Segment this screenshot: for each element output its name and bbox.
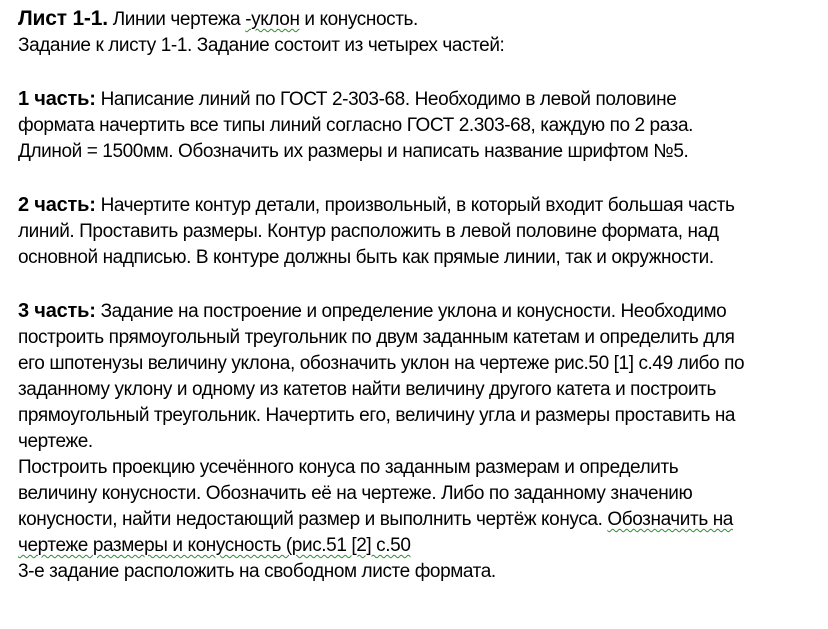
sheet-title-line — [18, 6, 818, 33]
part3-line-3: его шпотенузы величину уклона, обозначить уклон на чертеже рис.50 [1] с.49 либо по — [18, 353, 745, 374]
sheet-title-text-end: и конусность. — [299, 9, 418, 30]
part3-line-10 — [18, 533, 818, 559]
document-body — [18, 6, 818, 585]
sheet-title-flagged-word: -уклон — [245, 9, 300, 30]
part1-line-2: формата начертить все типы линий согласно ГОСТ 2.303-68, каждую по 2 раза. — [18, 115, 694, 136]
part1-line-1 — [18, 86, 818, 113]
part3-last-line: 3-е задание расположить на свободном листе формата. — [18, 561, 496, 582]
part2-text-1: Начертите контур детали, произвольный, в который входит большая часть — [95, 195, 735, 216]
part2-heading: 2 часть: — [18, 194, 96, 216]
part3-text-1: Задание на построение и определение уклона и конусности. Необходимо — [95, 301, 727, 322]
part3-line-8: величину конусности. Обозначить её на чертеже. Либо по заданному значению — [18, 483, 693, 504]
part3-line-4: заданному уклону и одному из катетов найти величину другого катета и построить — [18, 379, 716, 400]
part3-underlined-tail: Обозначить на — [607, 509, 733, 530]
part1-heading: 1 часть: — [18, 88, 96, 110]
part3-line-6: чертеже. — [18, 431, 93, 452]
part3-line-5: прямоугольный треугольник. Начертить его, величину угла и размеры проставить на — [18, 405, 736, 426]
part3-line-7: Построить проекцию усечённого конуса по заданным размерам и определить — [18, 457, 679, 478]
part3-heading: 3 часть: — [18, 300, 96, 322]
part2-line-2: линий. Проставить размеры. Контур расположить в левой половине формата, над — [18, 221, 719, 242]
sheet-title-text: Линии чертежа — [107, 9, 246, 30]
part3-line-1 — [18, 298, 818, 325]
part2-line-1 — [18, 192, 818, 219]
part3-underlined-line: чертеже размеры и конусность (рис.51 [2] с.50 — [18, 535, 411, 556]
part3-line-9 — [18, 507, 818, 533]
part3-line-2: построить прямоугольный треугольник по двум заданным катетам и определить для — [18, 327, 735, 348]
part2-line-3: основной надписью. В контуре должны быть как прямые линии, так и окружности. — [18, 247, 714, 268]
part1-line-3: Длиной = 1500мм. Обозначить их размеры и написать название шрифтом №5. — [18, 141, 689, 162]
intro-line: Задание к листу 1-1. Задание состоит из четырех частей: — [18, 35, 505, 56]
part1-text-1: Написание линий по ГОСТ 2-303-68. Необходимо в левой половине — [95, 89, 677, 110]
sheet-title-heading: Лист 1-1. — [18, 7, 108, 30]
part3-text-9: конусности, найти недостающий размер и выполнить чертёж конуса. — [18, 509, 608, 530]
